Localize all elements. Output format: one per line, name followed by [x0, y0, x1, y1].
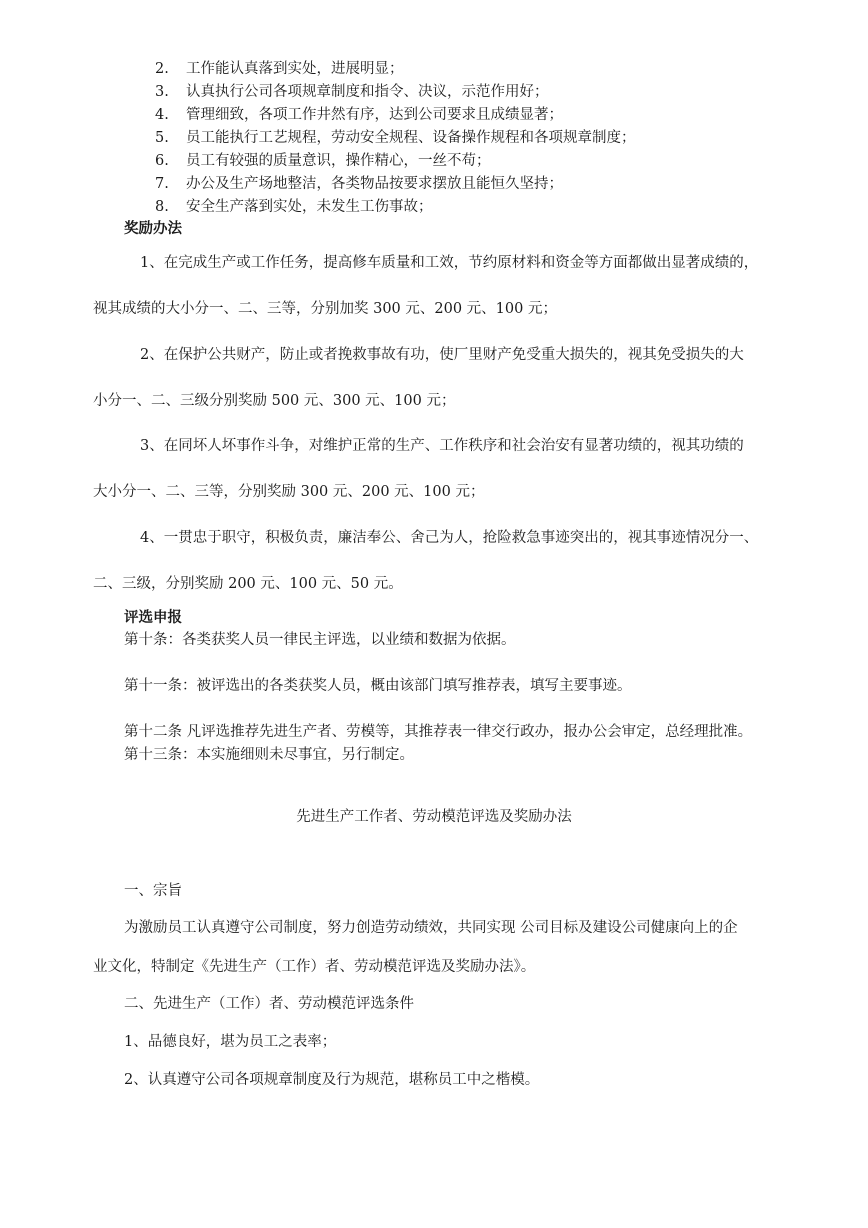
paragraph-line: 2、在保护公共财产，防止或者挽救事故有功，使厂里财产免受重大损失的，视其免受损失的大: [140, 347, 744, 363]
list-item-number: 8.: [155, 199, 169, 215]
article-twelve: 第十二条 凡评选推荐先进生产者、劳模等，其推荐表一律交行政办，报办公会审定，总经理批准。: [124, 724, 753, 740]
list-item-number: 4.: [155, 107, 169, 123]
list-item: 管理细致，各项工作井然有序，达到公司要求且成绩显著；: [186, 107, 563, 123]
selection-heading: 评选申报: [124, 610, 182, 626]
section-heading-conditions: 二、先进生产（工作）者、劳动模范评选条件: [124, 996, 414, 1012]
list-item: 安全生产落到实处，未发生工伤事故；: [186, 199, 433, 215]
article-ten: 第十条：各类获奖人员一律民主评选，以业绩和数据为依据。: [124, 632, 516, 648]
list-item-number: 3.: [155, 84, 169, 100]
paragraph-line: 二、三级，分别奖励 200 元、100 元、50 元。: [93, 576, 403, 592]
list-item: 办公及生产场地整洁，各类物品按要求摆放且能恒久坚持；: [186, 176, 563, 192]
list-item-number: 2.: [155, 61, 169, 77]
article-thirteen: 第十三条：本实施细则未尽事宜，另行制定。: [124, 747, 414, 763]
paragraph-line: 3、在同坏人坏事作斗争，对维护正常的生产、工作秩序和社会治安有显著功绩的，视其功绩的: [140, 438, 744, 454]
paragraph-line: 视其成绩的大小分一、二、三等，分别加奖 300 元、200 元、100 元；: [93, 301, 557, 317]
list-item: 员工有较强的质量意识，操作精心，一丝不苟；: [186, 153, 491, 169]
list-item-number: 7.: [155, 176, 169, 192]
paragraph-line: 4、一贯忠于职守，积极负责，廉洁奉公、舍己为人，抢险救急事迹突出的，视其事迹情况分一、: [140, 530, 759, 546]
paragraph-line: 大小分一、二、三等，分别奖励 300 元、200 元、100 元；: [93, 484, 485, 500]
condition-item: 2、认真遵守公司各项规章制度及行为规范，堪称员工中之楷模。: [124, 1072, 540, 1088]
list-item: 认真执行公司各项规章制度和指令、决议，示范作用好；: [186, 84, 549, 100]
section-heading-purpose: 一、宗旨: [124, 883, 182, 899]
document-title: 先进生产工作者、劳动模范评选及奖励办法: [296, 809, 572, 825]
paragraph-line: 1、在完成生产或工作任务，提高修车质量和工效，节约原材料和资金等方面都做出显著成绩的，: [140, 255, 759, 271]
paragraph-line: 小分一、二、三级分别奖励 500 元、300 元、100 元；: [93, 393, 456, 409]
list-item: 工作能认真落到实处，进展明显；: [186, 61, 404, 77]
paragraph-line: 为激励员工认真遵守公司制度，努力创造劳动绩效，共同实现 公司目标及建设公司健康向上的企: [124, 920, 738, 936]
list-item-number: 5.: [155, 130, 169, 146]
list-item: 员工能执行工艺规程，劳动安全规程、设备操作规程和各项规章制度；: [186, 130, 636, 146]
list-item-number: 6.: [155, 153, 169, 169]
reward-heading: 奖励办法: [124, 221, 182, 237]
condition-item: 1、品德良好，堪为员工之表率；: [124, 1034, 337, 1050]
paragraph-line: 业文化，特制定《先进生产（工作）者、劳动模范评选及奖励办法》。: [93, 959, 536, 975]
article-eleven: 第十一条：被评选出的各类获奖人员，概由该部门填写推荐表，填写主要事迹。: [124, 678, 632, 694]
